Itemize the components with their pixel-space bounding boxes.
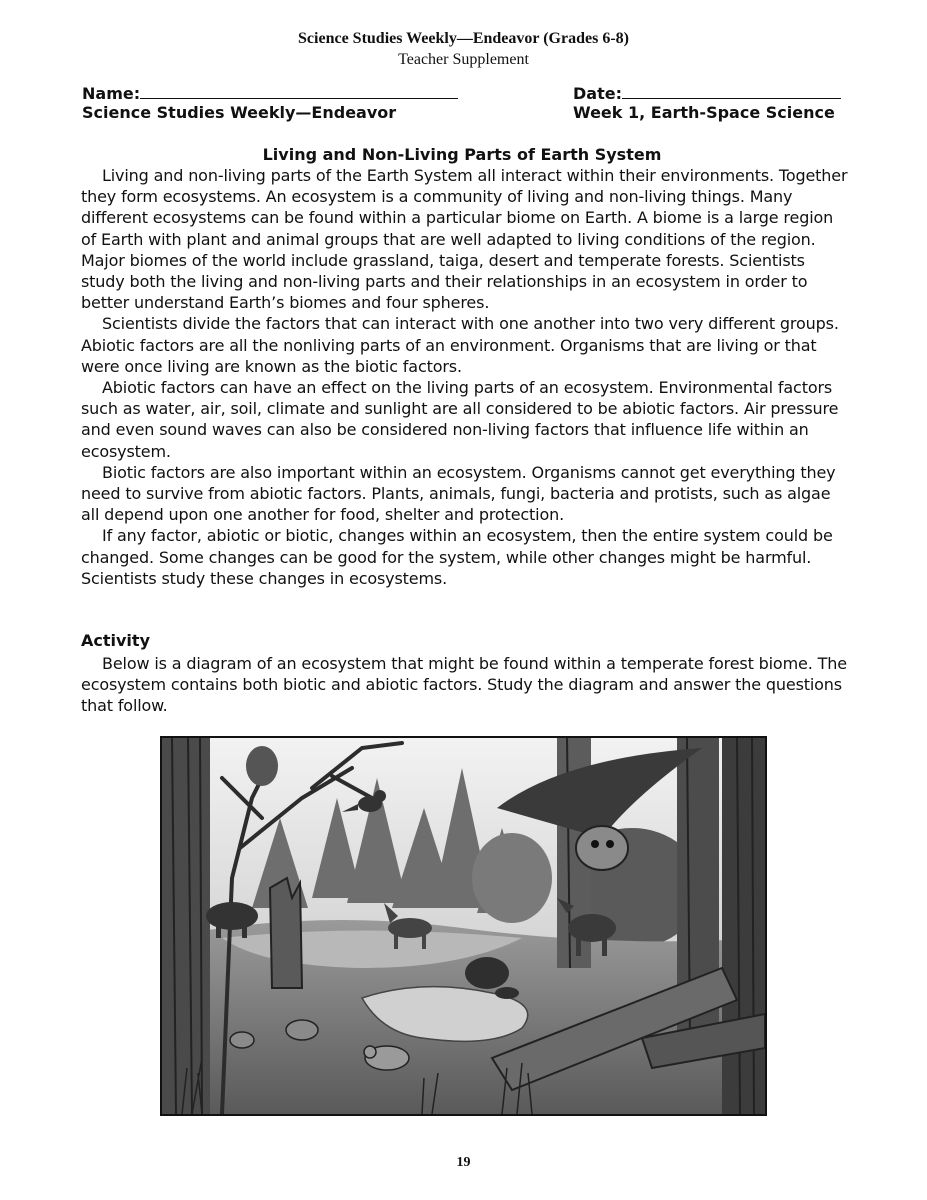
broken-stump (270, 878, 302, 988)
article-body (81, 165, 849, 589)
week-label: Week 1, Earth-Space Science (573, 103, 835, 122)
activity-text (81, 653, 849, 717)
page-number: 19 (456, 1155, 471, 1170)
header-title: Science Studies Weekly—Endeavor (Grades 6-8) (298, 30, 629, 47)
header-subtitle: Teacher Supplement (398, 51, 529, 68)
name-line[interactable] (140, 82, 458, 99)
ecosystem-illustration (160, 736, 767, 1116)
forest-scene-drawing (162, 738, 765, 1114)
paragraph: Living and non-living parts of the Earth System all interact within their environments. Together they form ecosystems. An ecosystem is a community of living and non-living things. Many different ecosystems can be found within a particular biome on Earth. A biome is a large region of Earth with plant and animal groups that are well adapted to living conditions of the region. Major biomes of the world include grassland, taiga, desert and temperate forests. Scientists study both the living and non-living parts and their relationships in an ecosystem in order to better understand Earth’s biomes and four spheres. (81, 166, 848, 313)
right-trunk-3 (722, 738, 765, 1114)
paragraph: Abiotic factors can have an effect on the living parts of an ecosystem. Environmental factors such as water, air, soil, climate and sunlight are all considered to be abiotic factors. Air pressure and even sound waves can also be considered non-living factors that influence life within an ecosystem. (81, 378, 839, 461)
paragraph: Biotic factors are also important within an ecosystem. Organisms cannot get everything they need to survive from abiotic factors. Plants, animals, fungi, bacteria and protists, such as algae all depend upon one another for food, shelter and protection. (81, 462, 836, 525)
activity-paragraph: Below is a diagram of an ecosystem that might be found within a temperate forest biome. The ecosystem contains both biotic and abiotic factors. Study the diagram and answer the questions that follow. (81, 654, 847, 716)
mouse (364, 1046, 409, 1070)
paragraph: Scientists divide the factors that can interact with one another into two very different groups. Abiotic factors are all the nonliving parts of an environment. Organisms that are living or that were once living are known as the biotic factors. (81, 314, 839, 376)
activity-heading: Activity (81, 631, 150, 650)
date-field[interactable] (573, 82, 841, 103)
article-title: Living and Non-Living Parts of Earth System (262, 145, 662, 164)
name-label: Name: (82, 84, 141, 103)
squirrel-nest (246, 746, 278, 786)
date-label: Date: (573, 84, 622, 103)
publication-name: Science Studies Weekly—Endeavor (82, 103, 397, 122)
name-field[interactable] (82, 82, 458, 103)
date-line[interactable] (622, 82, 841, 99)
left-trunk (162, 738, 210, 1114)
paragraph: If any factor, abiotic or biotic, changes within an ecosystem, then the entire system could be changed. Some changes can be good for the system, while other changes might be harmful. Scientists study these changes in ecosystems. (81, 526, 833, 588)
